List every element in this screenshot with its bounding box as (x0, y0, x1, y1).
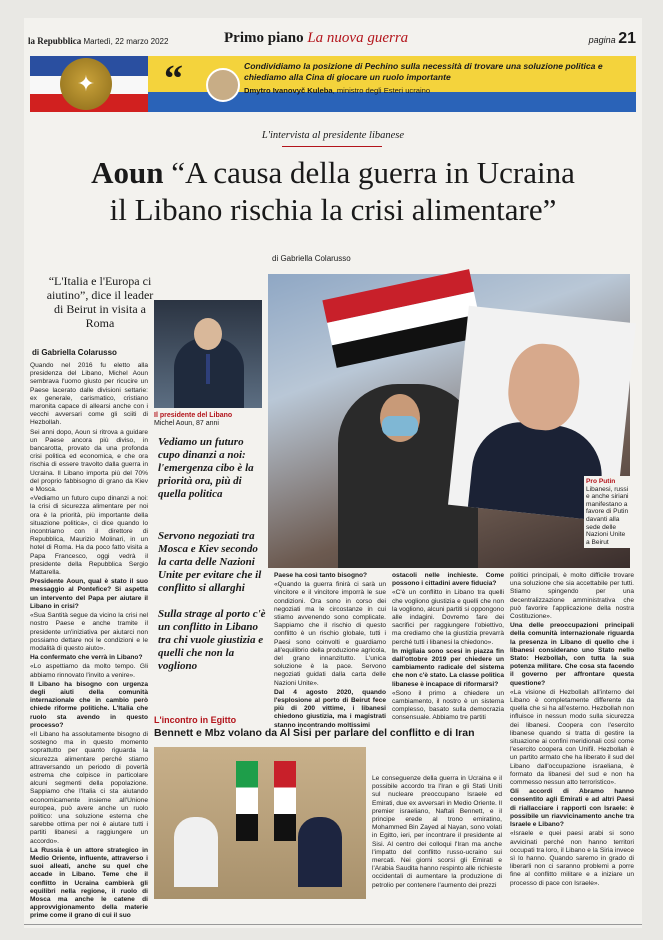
uae-flag (236, 761, 258, 841)
interview-question: In migliaia sono scesi in piazza fin dall'ottobre 2019 per chiedere un cambiamento radicale del sistema che non c'è stato. La classe politica libanese è incapace di riformarsi? (392, 647, 504, 688)
aoun-photo (154, 300, 262, 408)
byline: di Gabriella Colarusso (32, 348, 117, 357)
interview-question: Presidente Aoun, qual è stato il suo messaggio al Pontefice? Si aspetta un intervento del Papa per aiutare il Libano in crisi? (30, 578, 148, 610)
protester-mask (382, 416, 418, 436)
article-paragraph: Quando nel 2016 fu eletto alla presidenza del Libano, Michel Aoun sembrava l'uomo giusto per ricucire un Paese lacerato dalle divisioni settarie: ex generale, carismatico, cristiano maronita capace di allearsi anche con i vecchi avversari come gli sciiti di Hezbollah. (30, 362, 148, 427)
article-paragraph: Sei anni dopo, Aoun si ritrova a guidare un Paese ancora più diviso, in bancarotta, provato da una profonda crisi politica ed economica, e che ora rischia di essere travolto dalla guerra in Ucraina. Il Libano importa più del 70% del proprio fabbisogno di grano da Kiev e Mosca. (30, 428, 148, 494)
egypt-kicker: L'incontro in Egitto (154, 715, 237, 725)
egypt-text: Le conseguenze della guerra in Ucraina e il possibile accordo tra l'Iran e gli Stati Uniti sul nucleare preoccupano Israele ed Emirati, due ex avversari in Medio Oriente. Il premier israeliano, Naftali Bennett, e il principe erede al trono emiratino, Mohammed Bin Zayed al Nayan, sono volati in Egitto, ieri, per incontrare il presidente al Sisi. Al centro dei colloqui l'Iran ma anche l'impatto del conflitto russo-ucraino sui mercati. Nei giorni scorsi gli Emirati e l'Arabia Saudita hanno respinto alle richieste occidentali di aumentare la produzione di petrolio per contenere l'aumento dei prezzi (372, 775, 502, 889)
syrian-flag (322, 269, 483, 369)
headline-name: Aoun (91, 155, 164, 190)
egypt-photo (154, 747, 366, 899)
top-byline: di Gabriella Colarusso (272, 254, 351, 263)
article-deck: “L'Italia e l'Europa ci aiutino”, dice il leader di Beirut in visita a Roma (46, 274, 154, 330)
photo-figure-head (194, 318, 222, 350)
article-column-1 (30, 362, 148, 920)
hero-caption-text: Libanesi, russi e anche siriani manifestano a favore di Putin davanti alla sede delle Nazioni Unite a Beirut (586, 485, 629, 546)
egypt-sidebar (154, 715, 636, 901)
page-label: pagina (588, 35, 616, 45)
article-paragraph: «Sua Santità segue da vicino la crisi nel nostro Paese e anche tramite il presidente un'iniziativa per aiutarci non possiamo dettare noi le condizioni e le modalità di questo aiuto». (30, 612, 148, 652)
article-column-2 (274, 572, 386, 729)
author-name: Dmytro Ivanovyč Kuleba (244, 86, 333, 95)
article-kicker: L'intervista al presidente libanese (261, 130, 405, 141)
egypt-title: Bennett e Mbz volano da Al Sisi per parlare del conflitto e di Iran (154, 727, 475, 739)
issue-date: Martedì, 22 marzo 2022 (83, 37, 169, 46)
hero-caption-title: Pro Putin (586, 478, 616, 485)
band-quote (244, 61, 634, 96)
article-column-3 (392, 572, 504, 722)
interview-question: Gli accordi di Abramo hanno consentito agli Emirati e ad altri Paesi di riallacciare i rapporti con Israele: è possibile un riavvicinamento anche tra Israele e Libano? (510, 788, 634, 829)
article-paragraph: «C'è un conflitto in Libano tra quelli che vogliono giustizia e quelli che non la vogliono, alcuni partiti si oppongono alle indagini. Dovremo fare dei sacrifici per raggiungere l'obiettivo, ma crediamo che la giustizia prevarrà perché tutti i libanesi la chiedono». (392, 589, 504, 646)
interview-question: ostacoli nelle inchieste. Come possono i cittadini avere fiducia? (392, 572, 504, 588)
interview-question: Paese ha così tanto bisogno? (274, 572, 368, 579)
article-paragraph: «Israele e quei paesi arabi si sono avvicinati perché non hanno territori occupati tra loro, il Libano e la Siria invece sì lo hanno. Quando saremo in grado di liberarli non ci saranno problemi a porre fine al conflitto militare e a iniziare un processo di pace con Israele». (510, 830, 634, 887)
eagle-emblem-icon: ✦ (60, 58, 112, 110)
article-paragraph: «Sono il primo a chiedere un cambiamento, il nostro è un sistema complesso, basato sulla democrazia consensuale. Abbiamo tre partiti (392, 689, 504, 722)
quote-mark-icon: “ (164, 58, 183, 100)
article-paragraph: «La visione di Hezbollah all'interno del Libano è completamente differente da quella che si ha all'esterno. Hezbollah non influisce in nessun modo sulla sicurezza dei libanesi. Coopera con l'esercito libanese quando si tratta di gestire la situazione ai confini meridionali così come l'esercito coopera con Unifil. Hezbollah è un partito armato che ha liberato il sud del Libano dall'occupazione israeliana, è formato da libanesi del sud e non ha commesso nessun atto terroristico». (510, 688, 634, 787)
publication-name: la Repubblica (28, 36, 82, 46)
band-quote-author (244, 85, 634, 96)
article-paragraph: «Vediamo un futuro cupo dinanzi a noi: la crisi di sicurezza alimentare per noi ora è la priorità, più importante della situazione politica», ci dice quando lo incontriamo con il direttore di Repubblica, Maurizio Molinari, in un hotel di Roma. Ha da poco fatto visita a Papa Francesco, oggi vedrà il presidente della Repubblica Sergio Mattarella. (30, 495, 148, 577)
newspaper-page (24, 18, 642, 928)
article-paragraph: politici principali, è molto difficile trovare una soluzione che sia accettabile per tutti. Stiamo spingendo per una decentralizzazione amministrativa che può favorire l'applicazione della nostra Costituzione». (510, 572, 634, 621)
photo-figure-tie (206, 354, 210, 384)
avatar (206, 68, 240, 102)
figure-left (174, 817, 218, 887)
hero-photo (268, 274, 630, 568)
figure-right (298, 817, 342, 887)
section-name: Primo piano (224, 30, 304, 46)
headline-line-2: il Libano rischia la crisi alimentare” (109, 192, 557, 227)
article-paragraph: «Lo aspettiamo da molto tempo. Gli abbiamo rinnovato l'invito a venire». (30, 663, 148, 679)
divider (282, 146, 382, 147)
pull-quote-3: Sulla strage al porto c'è un conflitto in Libano tra chi vuole giustizia e quelli che non la vogliono (158, 608, 266, 672)
article-paragraph: «Quando la guerra finirà ci sarà un vincitore e il vincitore imporrà le sue condizioni. Ora sono in corso dei negoziati ma le circostanze in cui stiamo avvenendo sono complicate. Sappiamo che il rischio di questo conflitto è un rischio globale, tutti i Paesi sono coinvolti e guardiamo all'equilibrio della produzione agricola, del grano innanzitutto. L'unica soluzione è la pace. Servono negoziati guidati dalla carta delle Nazioni Unite». (274, 581, 386, 687)
interview-question: Il Libano ha bisogno con urgenza degli aiuti della comunità internazionale che in cambio però chiede riforme politiche. L'Italia che ruolo sta avendo in questo processo? (30, 680, 148, 729)
caption-text: Michel Aoun, 87 anni (154, 420, 219, 427)
headline (24, 154, 642, 228)
page-number-value: 21 (618, 30, 636, 47)
article-paragraph: «Il Libano ha assolutamente bisogno di sostegno ma in questo momento soprattutto per quanto riguarda la sicurezza alimentare perché stiamo attraversando un periodo di povertà estrema che colpisce in particolare alcuni segmenti della popolazione. Sappiamo che l'Italia ci sta aiutando economicamente insieme all'Unione europea, può avere anche un ruolo politico: una soluzione esterna che sarebbe ottima per noi è aiutare tutti i partiti libanesi a raggiungere un accordo». (30, 730, 148, 845)
caption-title: Il presidente del Libano (154, 412, 233, 419)
author-role: , ministro degli Esteri ucraino (332, 86, 431, 95)
page-header (24, 28, 642, 56)
section-title (224, 30, 408, 47)
section-subtitle: La nuova guerra (307, 30, 409, 46)
pull-quote-1: Vediamo un futuro cupo dinanzi a noi: l'emergenza cibo è la priorità ora, più di quella politica (158, 436, 254, 500)
interview-question: Una delle preoccupazioni principali della comunità internazionale riguarda la presenza in Libano di quello che i libanesi considerano uno Stato nello Stato: Hezbollah, con tutta la sua potenza militare. Che cosa sta facendo il governo per affrontare questa questione? (510, 622, 634, 687)
quote-band (30, 56, 636, 112)
band-quote-text: Condividiamo la posizione di Pechino sulla necessità di trovare una soluzione politica e chiediamo alla Cina di giocare un ruolo importante (244, 61, 603, 82)
headline-line-1: “A causa della guerra in Ucraina (171, 155, 575, 190)
interview-question: Ha confermato che verrà in Libano? (30, 654, 143, 662)
interview-question: La Russia è un attore strategico in Medio Oriente, influente, attraverso i suoi alleati, anche su quel che accade in Libano. Teme che il conflitto in Ucraina cambierà gli equilibri nella regione, il ruolo di Mosca ma anche le catene di approvvigionamento della materie prime come il grano di cui il suo (30, 846, 148, 920)
hero-photo-caption (584, 476, 632, 548)
pull-quote-2: Servono negoziati tra Mosca e Kiev secondo la carta delle Nazioni Unite per evitare che il conflitto si allarghi (158, 530, 262, 594)
interview-question: Dal 4 agosto 2020, quando l'esplosione al porto di Beirut fece più di 200 vittime, i libanesi chiedono giustizia, ma i magistrati stanno incontrando moltissimi (274, 688, 386, 729)
masthead (28, 36, 168, 46)
aoun-photo-caption (154, 412, 232, 428)
poster-face (505, 341, 584, 434)
egypt-flag (274, 761, 296, 841)
divider (24, 924, 642, 925)
page-number (589, 30, 636, 48)
